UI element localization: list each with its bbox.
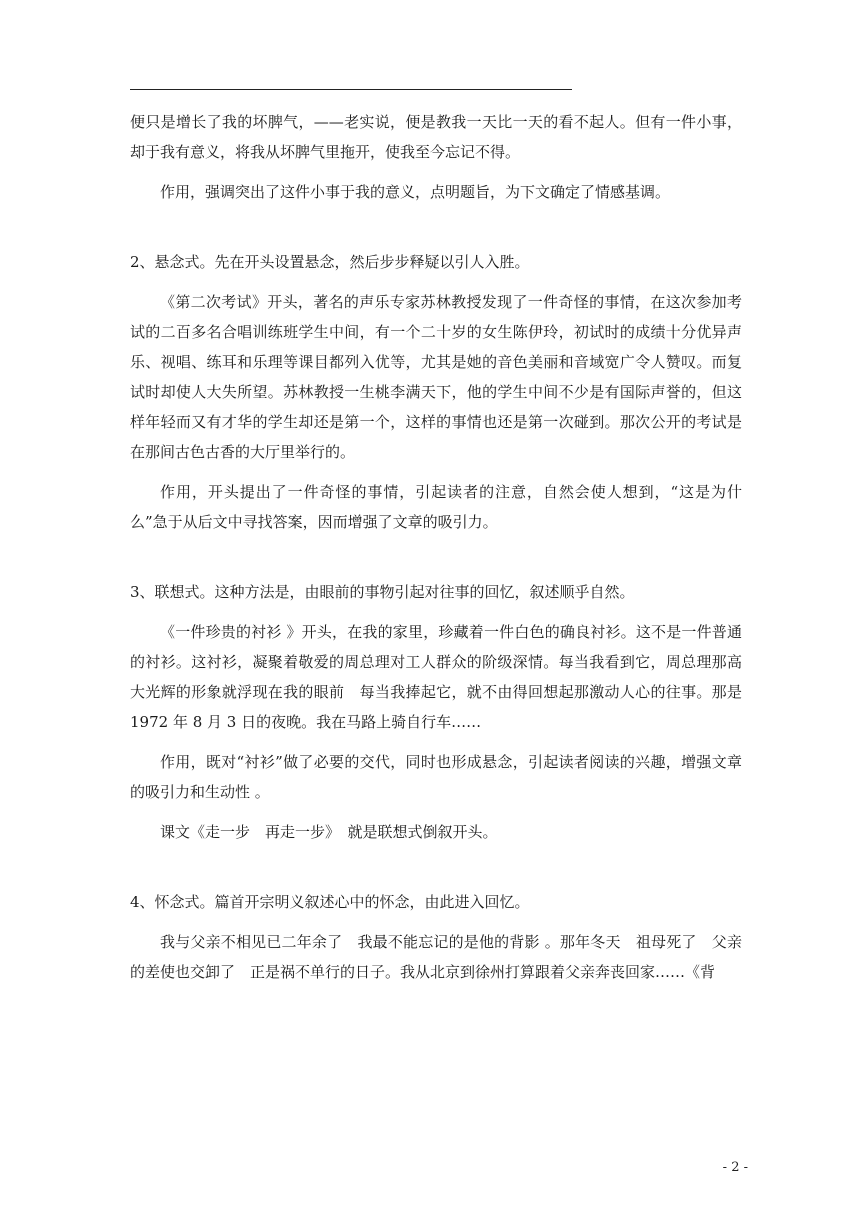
paragraph-8-effect: 作用，既对“衬衫”做了必要的交代，同时也形成悬念，引起读者阅读的兴趣，增强文章的吸引力和生动性 。 (130, 753, 742, 801)
paragraph-11-example: 我与父亲不相见已二年余了 我最不能忘记的是他的背影 。那年冬天 祖母死了 父亲的差使也交卸了 正是祸不单行的日子。我从北京到徐州打算跟着父亲奔丧回家……《背 (130, 933, 742, 981)
paragraph-9-lesson-note: 课文《走一步 再走一步》 就是联想式倒叙开头。 (160, 823, 498, 841)
header-rule (130, 89, 572, 90)
paragraph-4-example: 《第二次考试》开头，著名的声乐专家苏林教授发现了一件奇怪的事情，在这次参加考试的二百多名合唱训练班学生中间，有一个二十岁的女生陈伊玲，初试时的成绩十分优异声乐、视唱、练耳和乐理等课目都列入优等，尤其是她的音色美丽和音域宽广令人赞叹。而复试时却使人大失所望。苏林教授一生桃李满天下，他的学生中间不少是有国际声誉的，但这样年轻而又有才华的学生却还是第一个，这样的事情也还是第一次碰到。那次公开的考试是在那间古色古香的大厅里举行的。 (130, 293, 742, 461)
section-heading-association: 3、联想式。这种方法是，由眼前的事物引起对往事的回忆，叙述顺乎自然。 (130, 583, 635, 601)
section-heading-suspense: 2、悬念式。先在开头设置悬念，然后步步释疑以引人入胜。 (130, 253, 530, 271)
paragraph-2-effect: 作用，强调突出了这件小事于我的意义，点明题旨，为下文确定了情感基调。 (160, 183, 671, 201)
section-heading-remembrance: 4、怀念式。篇首开宗明义叙述心中的怀念，由此进入回忆。 (130, 893, 530, 911)
paragraph-7-example: 《一件珍贵的衬衫 》开头，在我的家里，珍藏着一件白色的确良衬衫。这不是一件普通的衬衫。这衬衫，凝聚着敬爱的周总理对工人群众的阶级深情。每当我看到它，周总理那高大光辉的形象就浮现在我的眼前 每当我捧起它，就不由得回想起那激动人心的往事。那是 1972 年 8 月 3 日的夜晚。我在马路上骑自行车…… (130, 623, 742, 731)
document-body (130, 107, 742, 987)
page-number: - 2 - (722, 1160, 748, 1175)
paragraph-1: 便只是增长了我的坏脾气，——老实说，便是教我一天比一天的看不起人。但有一件小事，却于我有意义，将我从坏脾气里拖开，使我至今忘记不得。 (130, 113, 742, 161)
paragraph-5-effect: 作用，开头提出了一件奇怪的事情，引起读者的注意，自然会使人想到，“这是为什么”急于从后文中寻找答案，因而增强了文章的吸引力。 (130, 483, 742, 531)
